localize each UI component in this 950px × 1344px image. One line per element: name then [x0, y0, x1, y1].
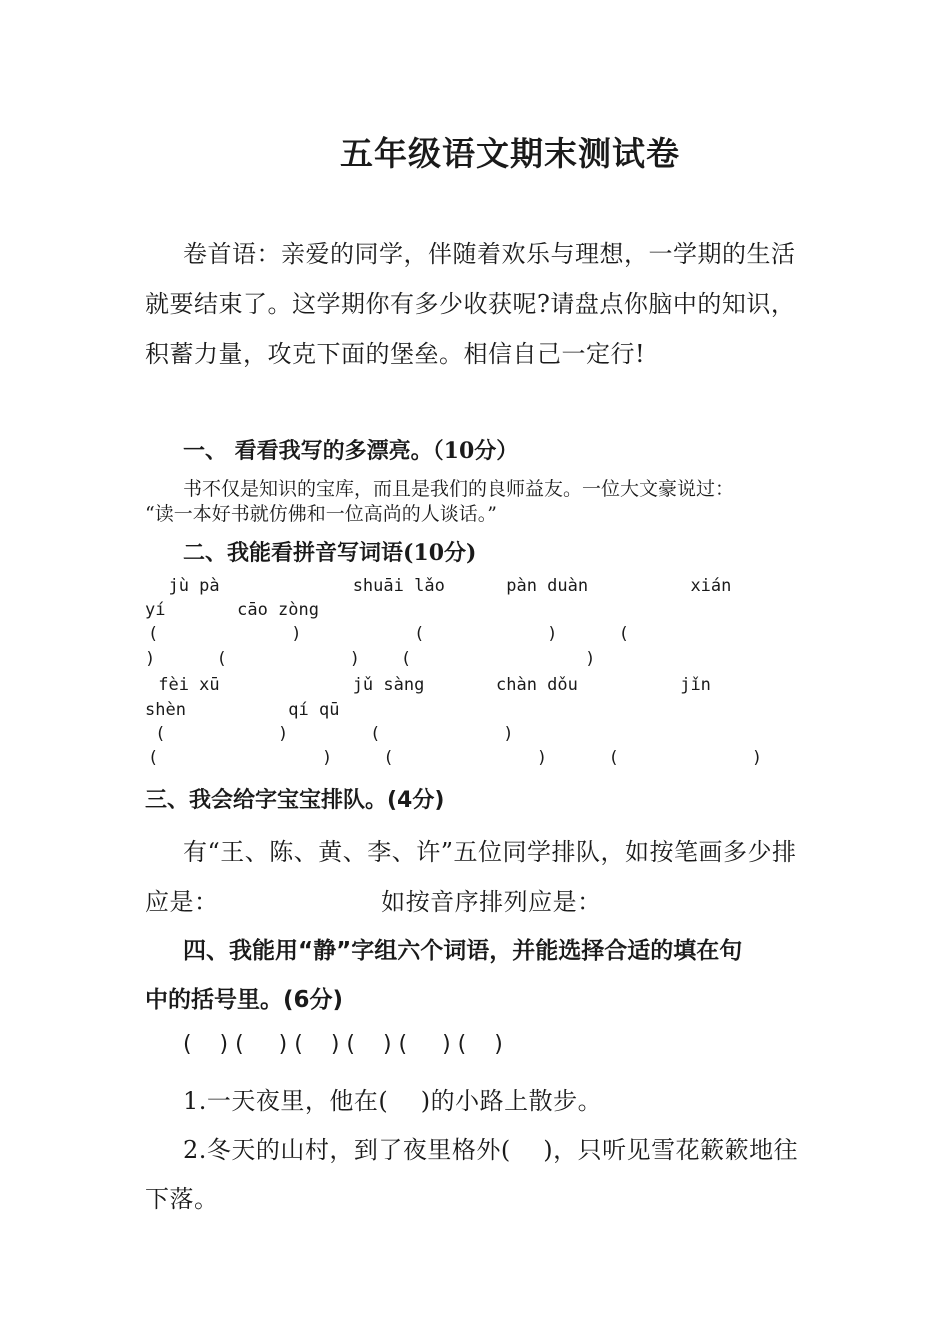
page-title: 五年级语文期末测试卷 — [340, 134, 680, 173]
preface-line-2: 就要结束了。这学期你有多少收获呢?请盘点你脑中的知识， — [145, 290, 796, 318]
section1-heading: 一、 看看我写的多漂亮。（10分） — [183, 438, 519, 464]
answer-brackets-2: ) ( ) ( ) — [145, 649, 596, 669]
section4-heading-1: 四、我能用“静”字组六个词语，并能选择合适的填在句 — [183, 938, 743, 964]
preface-line-1: 卷首语：亲爱的同学，伴随着欢乐与理想，一学期的生活 — [183, 240, 796, 268]
preface-line-3: 积蓄力量，攻克下面的堡垒。相信自己一定行! — [145, 340, 646, 368]
section3-heading: 三、我会给字宝宝排队。(4分) — [145, 788, 445, 813]
pinyin-line-3: fèi xū jǔ sàng chàn dǒu jǐn — [148, 675, 711, 695]
answer-brackets-1: ( ) ( ) ( — [148, 624, 630, 644]
pinyin-line-2: yí cāo zòng — [145, 600, 319, 620]
answer-brackets-4: ( ) ( ) ( ) — [148, 748, 763, 768]
pinyin-line-1: jù pà shuāi lǎo pàn duàn xián — [148, 576, 732, 596]
item-2: 2.冬天的山村，到了夜里格外( )，只听见雪花簌簌地往 — [183, 1136, 799, 1164]
section3-line-2: 应是： 如按音序排列应是： — [145, 888, 602, 916]
item-1: 1.一天夜里，他在( )的小路上散步。 — [183, 1087, 603, 1115]
section1-line-1: 书不仅是知识的宝库，而且是我们的良师益友。一位大文豪说过： — [183, 478, 735, 500]
pinyin-line-4: shèn qí qū — [145, 700, 340, 720]
section4-heading-2: 中的括号里。(6分) — [145, 987, 344, 1013]
section1-line-2: “读一本好书就仿佛和一位高尚的人谈话。” — [145, 503, 497, 525]
section2-heading: 二、我能看拼音写词语(10分) — [183, 540, 477, 566]
word-blanks: ( ) ( ) ( ) ( ) ( ) ( ) — [183, 1032, 503, 1057]
section3-line-1: 有“王、陈、黄、李、许”五位同学排队，如按笔画多少排 — [183, 838, 797, 866]
item-2-continued: 下落。 — [145, 1185, 219, 1213]
answer-brackets-3: ( ) ( ) — [145, 724, 514, 744]
